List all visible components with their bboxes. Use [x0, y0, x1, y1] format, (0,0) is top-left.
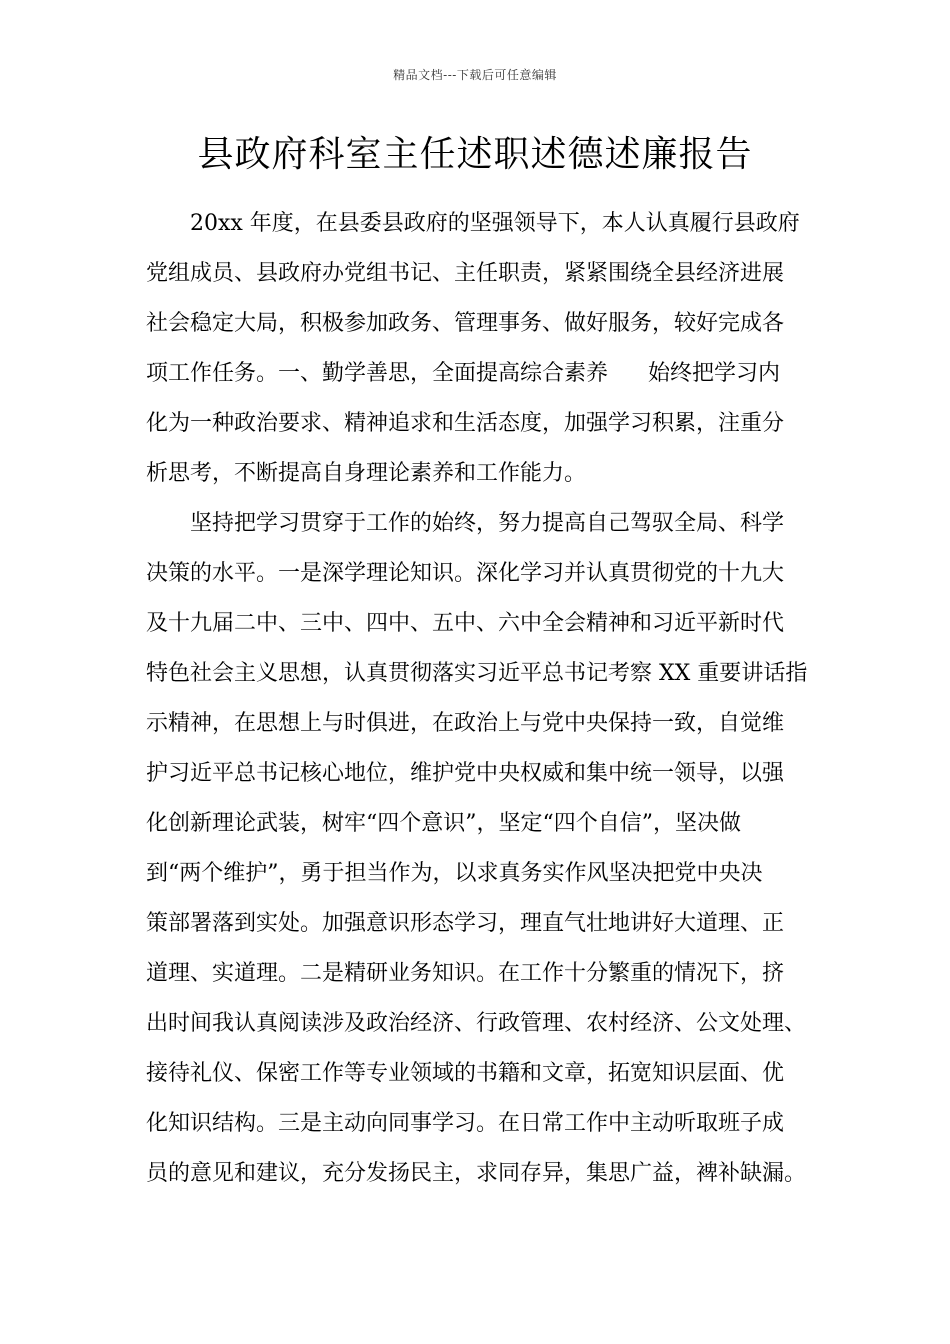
- text-line: 策部署落到实处。加强意识形态学习，理直气壮地讲好大道理、正: [146, 911, 785, 936]
- text-line: 示精神，在思想上与时俱进，在政治上与党中央保持一致，自觉维: [146, 711, 785, 736]
- text-line: 护习近平总书记核心地位，维护党中央权威和集中统一领导，以强: [146, 761, 785, 786]
- body-text: [146, 199, 806, 1199]
- text-segment: 项工作任务。一、勤学善思，全面提高综合素养: [146, 361, 609, 386]
- text-line: 道理、实道理。二是精研业务知识。在工作十分繁重的情况下，挤: [146, 961, 785, 986]
- text-line: 决策的水平。一是深学理论知识。深化学习并认真贯彻党的十九大: [146, 561, 785, 586]
- text-segment: 始终把学习内: [648, 361, 781, 386]
- text-line: 化为一种政治要求、精神追求和生活态度，加强学习积累，注重分: [146, 411, 785, 436]
- text-line: 党组成员、县政府办党组书记、主任职责，紧紧围绕全县经济进展: [146, 261, 785, 286]
- paragraph-2: [146, 499, 806, 1199]
- text-line: [146, 349, 806, 399]
- text-line: 化知识结构。三是主动向同事学习。在日常工作中主动听取班子成: [146, 1111, 785, 1136]
- text-line: 及十九届二中、三中、四中、五中、六中全会精神和习近平新时代: [146, 611, 785, 636]
- text-line: 化创新理论武装，树牢“四个意识”，坚定“四个自信”，坚决做: [146, 811, 741, 836]
- text-line: 坚持把学习贯穿于工作的始终，努力提高自己驾驭全局、科学: [190, 511, 785, 536]
- text-line: 出时间我认真阅读涉及政治经济、行政管理、农村经济、公文处理、: [146, 1011, 807, 1036]
- text-line: 20xx 年度，在县委县政府的坚强领导下，本人认真履行县政府: [190, 211, 800, 236]
- header-note: 精品文档---下载后可任意编辑: [393, 68, 557, 82]
- text-line: 特色社会主义思想，认真贯彻落实习近平总书记考察 XX 重要讲话指: [146, 661, 808, 686]
- text-line: 接待礼仪、保密工作等专业领域的书籍和文章，拓宽知识层面、优: [146, 1061, 785, 1086]
- text-line: 社会稳定大局，积极参加政务、管理事务、做好服务，较好完成各: [146, 311, 785, 336]
- text-line: 到“两个维护”，勇于担当作为，以求真务实作风坚决把党中央决: [146, 861, 763, 886]
- document-title: 县政府科室主任述职述德述廉报告: [197, 134, 753, 175]
- text-line: 员的意见和建议，充分发扬民主，求同存异，集思广益，裨补缺漏。: [146, 1161, 807, 1186]
- paragraph-1: [146, 199, 806, 499]
- text-line: 析思考，不断提高自身理论素养和工作能力。: [146, 461, 587, 486]
